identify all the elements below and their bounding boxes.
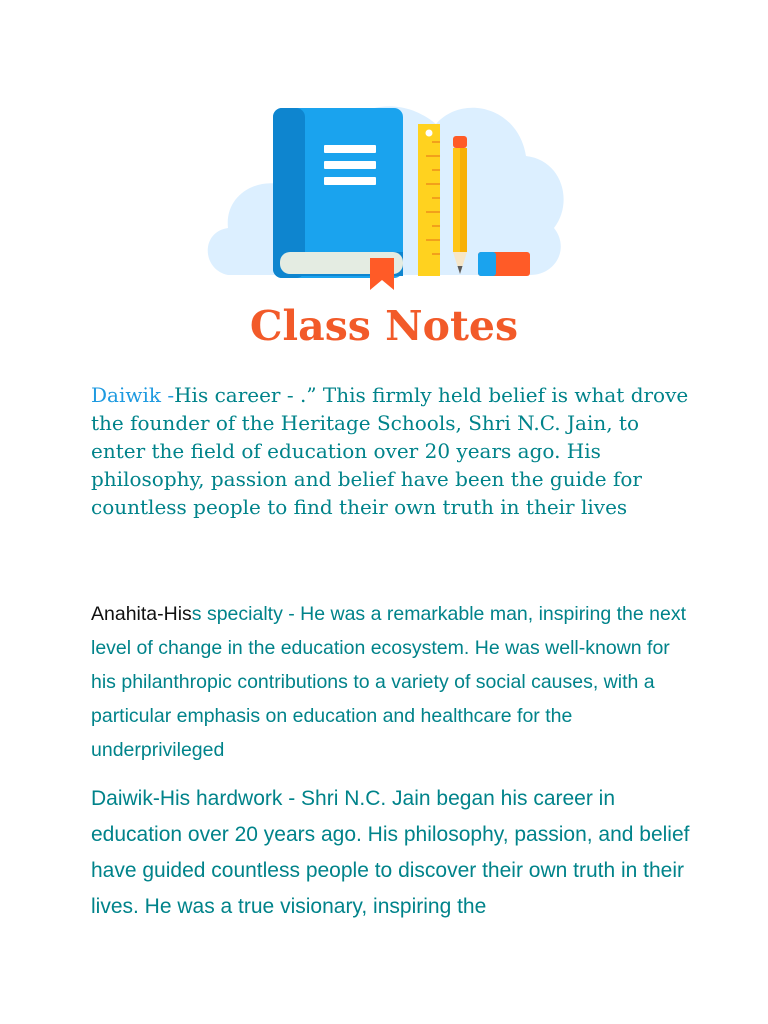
ruler-icon bbox=[418, 124, 440, 276]
bookmark-icon bbox=[370, 258, 394, 290]
note-text: Daiwik-His hardwork - Shri N.C. Jain began his career in education over 20 years ago. His philosophy, passion, and belief have guided countless people to discover their own truth in their lives. He was a true visionary, inspiring the bbox=[91, 787, 690, 918]
note-text: His career - .” This firmly held belief is what drove the founder of the Heritage Schools, Shri N.C. Jain, to enter the field of education over 20 years ago. His philosophy, passion and belief have been the guide for countless people to find their own truth in their lives bbox=[91, 383, 689, 519]
note-paragraph bbox=[91, 381, 691, 521]
note-author: Anahita-His bbox=[91, 603, 192, 625]
note-text: s specialty - He was a remarkable man, inspiring the next level of change in the education ecosystem. He was well-known for his philanthropic contributions to a variety of social causes, with a particular emphasis on education and healthcare for the underprivileged bbox=[91, 603, 687, 761]
note-paragraph bbox=[91, 781, 691, 925]
class-notes-illustration bbox=[200, 80, 570, 295]
note-author: Daiwik - bbox=[91, 383, 175, 407]
pencil-icon bbox=[453, 136, 467, 274]
page-title: Class Notes bbox=[249, 302, 519, 350]
book-icon bbox=[273, 108, 403, 278]
eraser-icon bbox=[478, 252, 530, 276]
note-paragraph bbox=[91, 597, 691, 767]
